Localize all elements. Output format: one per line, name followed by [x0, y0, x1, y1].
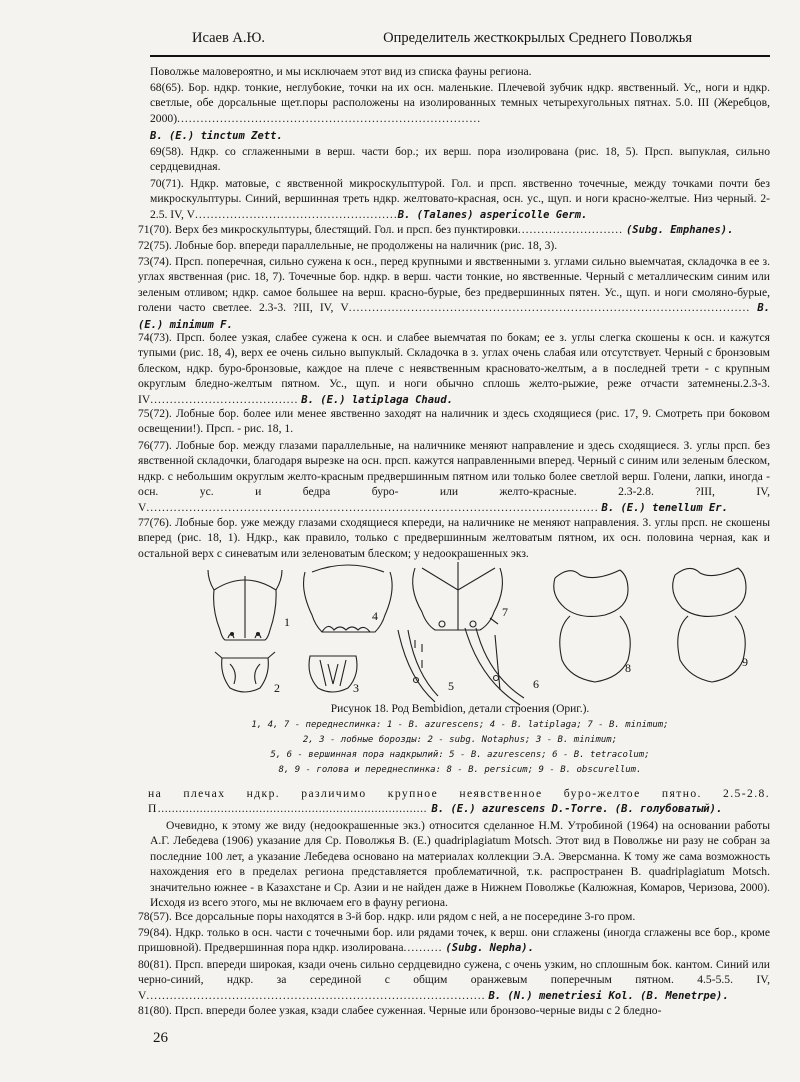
- couplet-77-continued: на плечах ндкр. различимо крупное неявственное буро-желтое пятно. 2.5-2.8. П............................................................................. B. (E.) azurescens D.-Torre. (B. голубоватый).: [148, 787, 770, 816]
- figure-legend-line: 5, 6 - вершинная пора надкрылий: 5 - B. azurescens; 6 - B. tetracolum;: [270, 750, 650, 760]
- figure-18: [150, 560, 770, 710]
- figure-part-5: [398, 630, 438, 702]
- couplet-74-text: 74(73). Прсп. более узкая, слабее сужена к осн. и слабее выемчатая по бокам; ее з. углы слегка скошены к осн. и кажутся тупыми (рис. 18, 4), верх ее очень сильно выпуклый. Складочка в з. углах очень слабая или отсутствует. Черный с бронзовым блеском, ндкр. буро-бронзовые, каждое на плече с неявственным красновато-желтым, а в последней трети - с крупным округлым бледно-желтым пятном. Ус., щуп. и ноги обычно сплошь желто-рыжие, реже отчасти затемнены.2.3-3. IV: [138, 331, 770, 406]
- figure-part-2: [215, 652, 275, 692]
- page-number: 26: [153, 1030, 168, 1046]
- couplet-77: 77(76). Лобные бор. уже между глазами сходящиеся кпереди, на наличнике не меняют направления. З. углы прсп. не скошены вперед (рис. 18, 1). Ндкр., как правило, только с предвершинным желтоватым пятном, их осн. половина черная, как и остальной верх с синеватым или зеленоватым блеском; у недоокрашенных экз.: [138, 516, 770, 560]
- species-name: B. (Talanes) aspericolle Germ.: [397, 208, 588, 221]
- couplet-81: 81(80). Прсп. впереди более узкая, кзади слабее суженная. Черные или бронзово-черные виды с 2 бледно-: [138, 1004, 662, 1017]
- figure-part-8: [554, 570, 630, 682]
- couplet-71-text: 71(70). Верх без микроскульптуры, блестящий. Гол. и прсп. без пунктировки: [138, 223, 518, 236]
- subgenus-name: (Subg. Nepha).: [445, 942, 534, 955]
- figure-part-7: [413, 562, 503, 630]
- couplet-70-text: 70(71). Ндкр. матовые, с явственной микроскульптурой. Гол. и прсп. явственно точечные, между точками почти без микроскульптуры. Синий, вершинная треть ндкр. желтовато-красная, осн. ус., щуп. и ноги красно-желтые. Низ черный. 2-2.5. IV, V: [150, 177, 770, 221]
- couplet-79-text: 79(84). Ндкр. только в осн. части с точечными бор. или рядами точек, к верш. они сглажены (иногда сглажены все бор., кроме пришовной). Предвершинная пора ндкр. изолирована: [138, 926, 770, 955]
- figure-legend-line: 8, 9 - голова и переднеспинка: 8 - B. persicum; 9 - B. obscurellum.: [278, 765, 642, 775]
- couplet-74: 74(73). Прсп. более узкая, слабее сужена к осн. и слабее выемчатая по бокам; ее з. углы слегка скошены к осн. и кажутся тупыми (рис. 18, 4), верх ее очень сильно выпуклый. Складочка в з. углах очень слабая или отсутствует. Черный с бронзовым блеском, ндкр. буро-бронзовые, каждое на плече с неявственным красновато-желтым, а в последней трети - с крупным округлым бледно-желтым пятном. Ус., щуп. и ноги обычно сплошь желто-рыжие, реже отчасти затемнены.2.3-3. IV...................................... B. (E.) latiplaga Chaud.: [138, 331, 770, 406]
- couplet-68-text: 68(65). Бор. ндкр. тонкие, неглубокие, точки на их осн. маленькие. Плечевой зубчик ндкр. явственный. Ус,, ноги и ндкр. светлые, обе дорсальные щет.поры расположены на изолированных темных четырехугольных пятнах. 5.0. III (Жеребцов, 2000): [150, 81, 770, 125]
- running-header: [192, 30, 692, 50]
- species-name: B. (E.) azurescens D.-Torre. (B. голубоватый).: [431, 803, 723, 816]
- figure-label: 7: [502, 605, 508, 619]
- figure-caption: Рисунок 18. Род Bembidion, детали строения (Ориг.).: [330, 703, 590, 715]
- figure-part-6: [465, 628, 524, 705]
- species-name: B. (E.) latiplaga Chaud.: [301, 393, 453, 406]
- species-name: B. (E.) tinctum Zett.: [150, 130, 283, 142]
- figure-label: 6: [533, 677, 539, 691]
- note-paragraph: Очевидно, к этому же виду (недоокрашенные экз.) относится сделанное Н.М. Утробиной (1964) на основании работы А.Г. Лебедева (1906) указание для Ср. Поволжья B. (E.) quadriplagiatum Motsch. Этот вид в Поволжье ни разу не собран за последние 100 лет, а указание Лебедева основано на материалах коллекции Э.А. Эверсманна. К тому же сама возможность нахождения его в пределах региона представляется проблематичной, т.к. распространен B. quadriplagiatum Motsch. значительно южнее - в Казахстане и Ср. Азии и не найден даже в Нижнем Поволжье (Калюжная, Комаров, Черизова, 2000). Исходя из всего этого, мы не включаем его в фауну региона.: [150, 819, 770, 910]
- couplet-77b-text: на плечах ндкр. различимо крупное неявственное буро-желтое пятно. 2.5-2.8. П: [148, 787, 770, 816]
- couplet-80-text: 80(81). Прсп. впереди широкая, кзади очень сильно сердцевидно сужена, с очень узким, но сплошным бок. кантом. Синий или черно-синий, ндкр. за серединой с общим оранжевым поперечным пятном. 4.5-5.5. IV, V: [138, 958, 770, 1002]
- figure-part-3: [309, 656, 357, 692]
- figure-part-9: [673, 568, 746, 682]
- figure-label: 8: [625, 661, 631, 675]
- subgenus-name: (Subg. Emphanes).: [625, 224, 734, 236]
- couplet-75: 75(72). Лобные бор. более или менее явственно заходят на наличник и здесь сходящиеся (рис. 17, 9. Смотреть при боковом освещении!). Прсп. - рис. 18, 1.: [138, 407, 770, 436]
- couplet-79: 79(84). Ндкр. только в осн. части с точечными бор. или рядами точек, к верш. они сглажены (иногда сглажены все бор., кроме пришовной). Предвершинная пора ндкр. изолирована.......... (Subg. Nepha).: [138, 926, 770, 955]
- figure-label: 3: [353, 681, 359, 695]
- header-author: Исаев А.Ю.: [192, 30, 266, 46]
- figure-part-4: [304, 565, 393, 632]
- couplet-71: 71(70). Верх без микроскульптуры, блестящий. Гол. и прсп. без пунктировки........................... (Subg. Emphanes).: [138, 223, 734, 236]
- couplet-78: 78(57). Все дорсальные поры находятся в 3-й бор. ндкр. или рядом с ней, а не посередине 3-го пром.: [138, 910, 636, 923]
- couplet-76: 76(77). Лобные бор. между глазами параллельные, на наличнике меняют направление и здесь сходящиеся. З. углы прсп. без явственной складочки, благодаря вырезке на осн. прсп. кажутся направленными вперед. Черный с синим или зеленым блеском, ндкр. с небольшим округлым желто-красным предвершинным пятном или только более светлой верш. Голени, лапки, иногда - осн. ус. и бедра буро- или желто-красные. 2.3-2.8. ?III, IV, V.................................................................................................................... B. (E.) tenellum Er.: [138, 439, 770, 514]
- species-name: B. (E.) tenellum Er.: [601, 501, 728, 514]
- header-title: Определитель жесткокрылых Среднего Поволжья: [383, 30, 692, 46]
- header-rule: [150, 55, 770, 57]
- figure-label: 9: [742, 655, 748, 669]
- couplet-80: 80(81). Прсп. впереди широкая, кзади очень сильно сердцевидно сужена, с очень узким, но сплошным бок. кантом. Синий или черно-синий, ндкр. за серединой с общим оранжевым поперечным пятном. 4.5-5.5. IV, V....................................................................................... B. (N.) menetriesi Kol. (B. Menetrpe).: [138, 958, 770, 1002]
- couplet-72: 72(75). Лобные бор. впереди параллельные, не продолжены на наличник (рис. 18, 3).: [138, 239, 558, 252]
- figure-label: 2: [274, 681, 280, 695]
- couplet-73-text: 73(74). Прсп. поперечная, сильно сужена к осн., перед крупными и явственными з. углами сильно выемчатая, складочка в ее з. углах явственная (рис. 18, 7). Точечные бор. ндкр. в верш. части тонкие, но явственные. Черный с металлическим синим или зеленым отливом; ндкр. самое большее на верш. красно-бурые, без предвершинных пятен. Ус., щуп. и ноги смоляно-бурые, голени часто светлее. 2.3-3. ?III, IV, V: [138, 255, 770, 315]
- figure-label: 5: [448, 679, 454, 693]
- couplet-73: 73(74). Прсп. поперечная, сильно сужена к осн., перед крупными и явственными з. углами сильно выемчатая, складочка в ее з. углах явственная (рис. 18, 7). Точечные бор. ндкр. в верш. части тонкие, но явственные. Черный с металлическим синим или зеленым отливом; ндкр. самое большее на верш. красно-бурые, без предвершинных пятен. Ус., щуп. и ноги смоляно-бурые, голени часто светлее. 2.3-3. ?III, IV, V....................................................................................................... B. (E.) minimum F.: [138, 255, 770, 331]
- couplet-69: 69(58). Ндкр. со сглаженными в верш. части бор.; их верш. пора изолирована (рис. 18, 5). Прсп. выпуклая, сильно сердцевидная.: [150, 145, 770, 174]
- text-line: Поволжье маловероятно, и мы исключаем этот вид из списка фауны региона.: [150, 65, 532, 78]
- couplet-68-species: [150, 128, 770, 144]
- figure-legend-line: 2, 3 - лобные борозды: 2 - subg. Notaphus; 3 - B. minimum;: [302, 735, 618, 745]
- figure-part-1: [208, 570, 282, 640]
- species-name: B. (N.) menetriesi Kol. (B. Menetrpe).: [488, 989, 729, 1002]
- figure-label: 1: [284, 615, 290, 629]
- figure-label: 4: [372, 609, 378, 623]
- figure-legend-line: 1, 4, 7 - переднеспинка: 1 - B. azurescens; 4 - B. latiplaga; 7 - B. minimum;: [251, 720, 669, 730]
- species-name: B. (E.) minimum F.: [138, 302, 770, 331]
- couplet-76-text: 76(77). Лобные бор. между глазами параллельные, на наличнике меняют направление и здесь сходящиеся. З. углы прсп. без явственной складочки, благодаря вырезке на осн. прсп. кажутся направленными вперед. Черный с синим или зеленым блеском, ндкр. с небольшим округлым желто-красным предвершинным пятном или только более светлой верш. Голени, лапки, иногда - осн. ус. и бедра буро- или желто-красные. 2.3-2.8. ?III, IV, V: [138, 439, 770, 514]
- couplet-68: 68(65). Бор. ндкр. тонкие, неглубокие, точки на их осн. маленькие. Плечевой зубчик ндкр. явственный. Ус,, ноги и ндкр. светлые, обе дорсальные щет.поры расположены на изолированных темных четырехугольных пятнах. 5.0. III (Жеребцов, 2000)..............................................................................: [150, 81, 770, 125]
- couplet-70: 70(71). Ндкр. матовые, с явственной микроскульптурой. Гол. и прсп. явственно точечные, между точками почти без микроскульптуры. Синий, вершинная треть ндкр. желтовато-красная, осн. ус., щуп. и ноги красно-желтые. Низ черный. 2-2.5. IV, V....................................................B. (Talanes) aspericolle Germ.: [150, 177, 770, 221]
